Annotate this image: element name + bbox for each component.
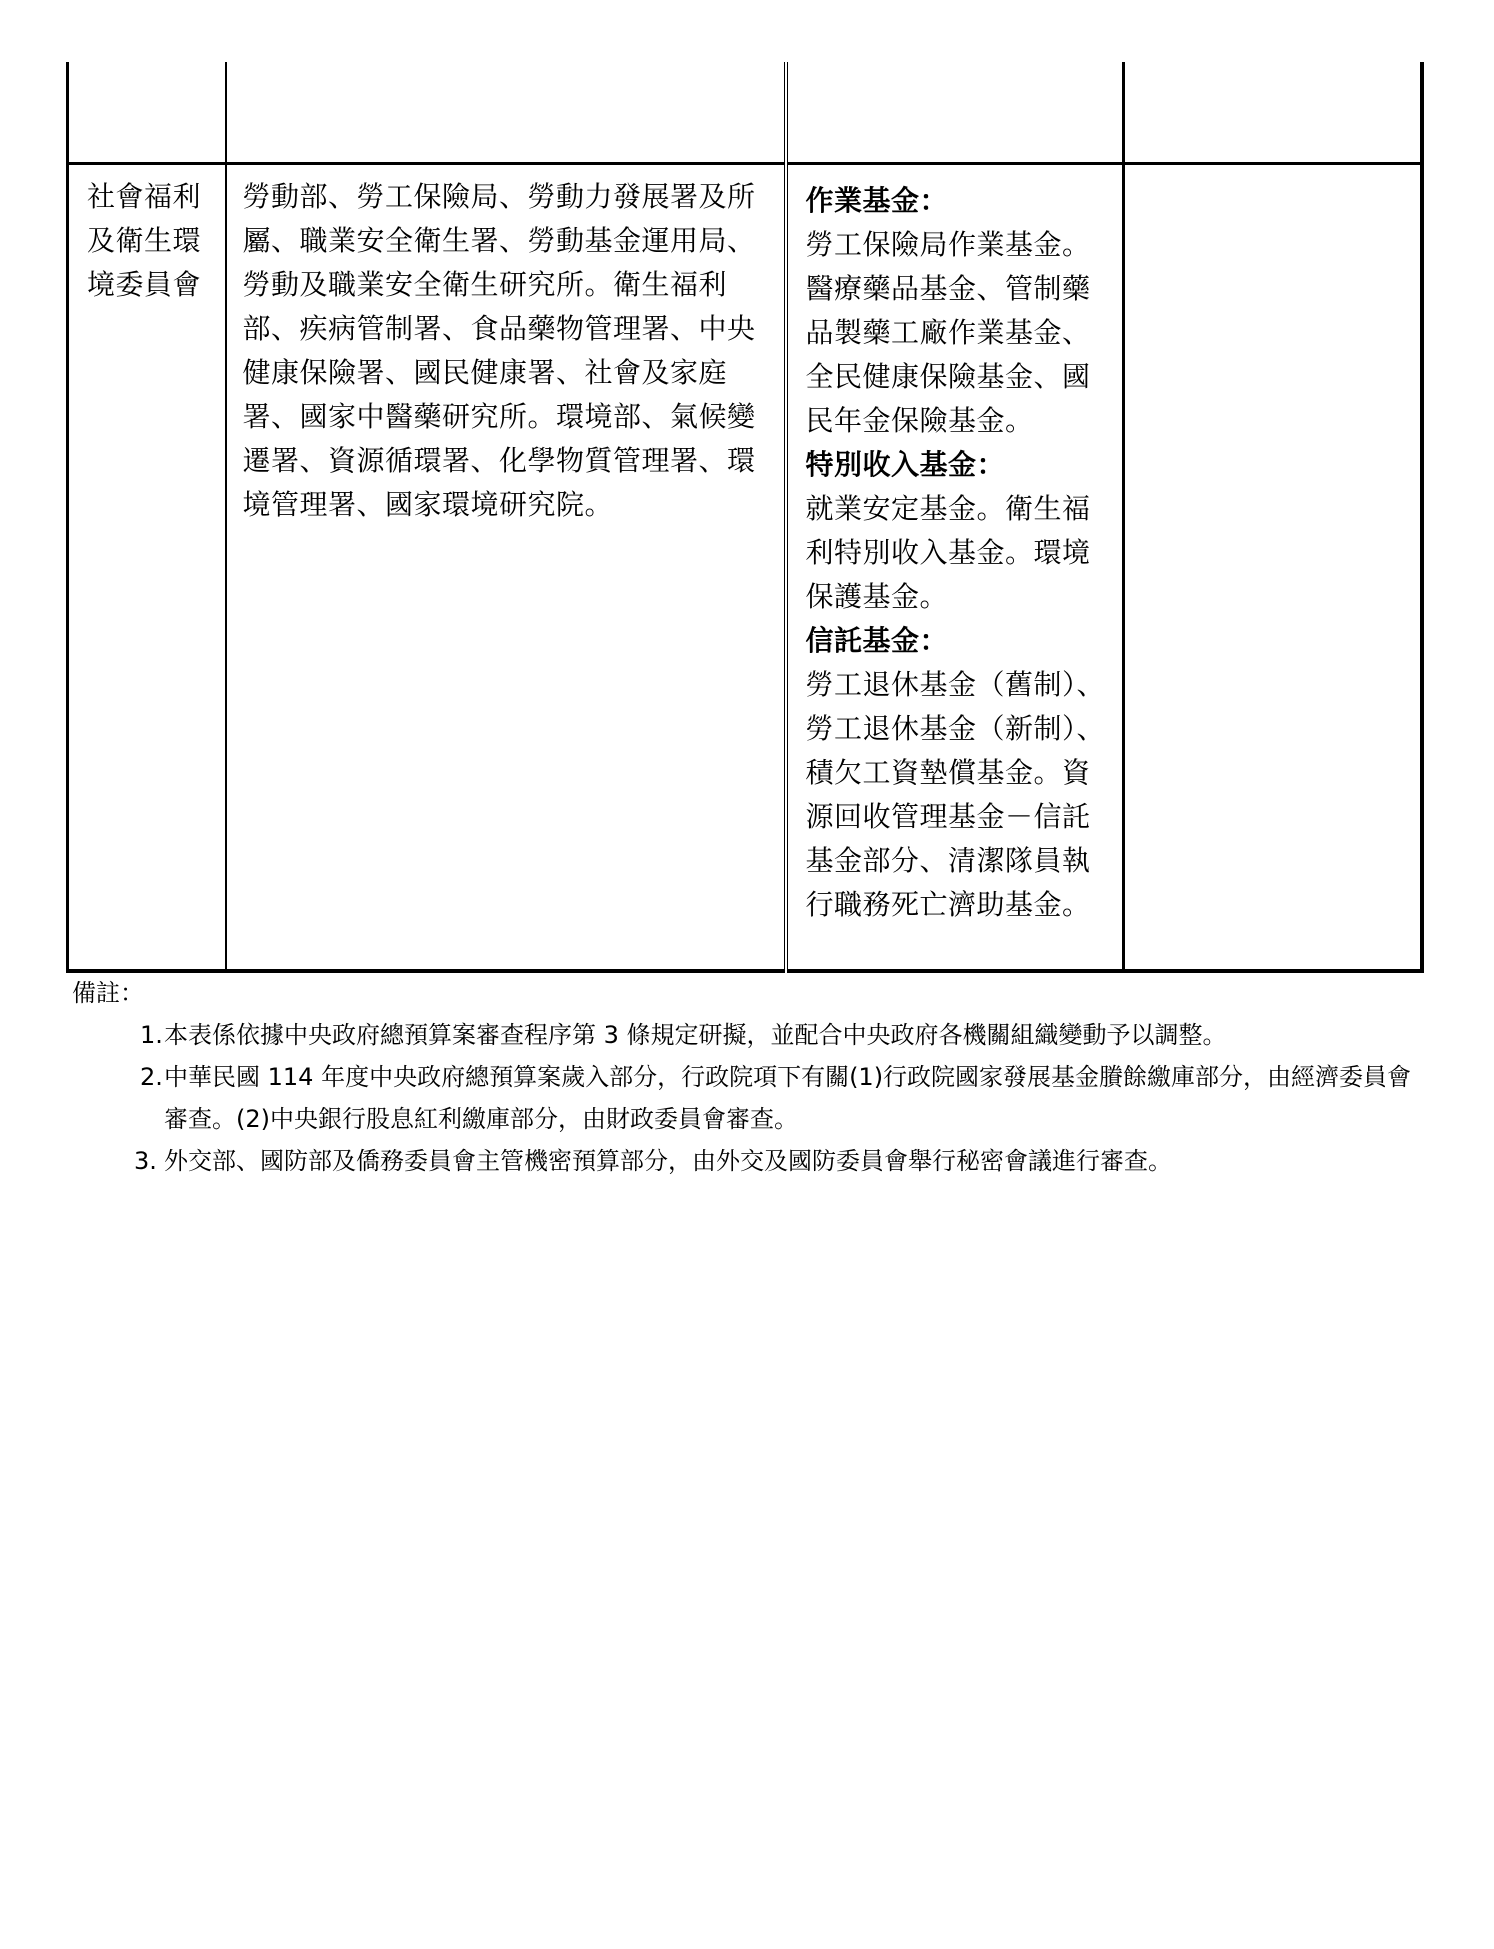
funds-cell (786, 164, 1124, 972)
note-item (140, 1014, 1432, 1056)
blank-cell (68, 62, 226, 164)
fund-body-operating: 勞工保險局作業基金。醫療藥品基金、管制藥品製藥工廠作業基金、全民健康保險基金、國民年金保險基金。 (805, 228, 1091, 437)
fund-body-trust: 勞工退休基金（舊制）、勞工退休基金（新制）、積欠工資墊償基金。資源回收管理基金－信託基金部分、清潔隊員執行職務死亡濟助基金。 (805, 668, 1106, 921)
fund-body-special-revenue: 就業安定基金。衛生福利特別收入基金。環境保護基金。 (805, 492, 1091, 613)
note-item (140, 1056, 1432, 1140)
blank-cell (226, 62, 786, 164)
committee-table (66, 62, 1424, 973)
agencies-list: 勞動部、勞工保險局、勞動力發展署及所屬、職業安全衛生署、勞動基金運用局、勞動及職業安全衛生研究所。衛生福利部、疾病管制署、食品藥物管理署、中央健康保險署、國民健康署、社會及家庭署、國家中醫藥研究所。環境部、氣候變遷署、資源循環署、化學物質管理署、環境管理署、國家環境研究院。 (242, 180, 756, 521)
notes-title: 備註： (72, 979, 144, 1007)
blank-cell (786, 62, 1124, 164)
fund-heading-operating: 作業基金： (805, 184, 949, 217)
table-row (68, 164, 1422, 972)
note-item (134, 1140, 1432, 1182)
fund-heading-trust: 信託基金： (805, 624, 949, 657)
committee-cell (68, 164, 226, 972)
note-number: 1. (140, 1021, 163, 1049)
extra-cell (1124, 164, 1422, 972)
note-text: 外交部、國防部及僑務委員會主管機密預算部分，由外交及國防委員會舉行秘密會議進行審查。 (164, 1147, 1172, 1175)
blank-cell (1124, 62, 1422, 164)
committee-name: 社會福利及衛生環境委員會 (87, 180, 202, 301)
notes-section (72, 972, 1432, 1182)
budget-review-table (66, 62, 1420, 973)
table-row-continued (68, 62, 1422, 164)
funds-list (788, 165, 1123, 927)
note-text: 中華民國 114 年度中央政府總預算案歲入部分，行政院項下有關(1)行政院國家發展基金賸餘繳庫部分，由經濟委員會審查。(2)中央銀行股息紅利繳庫部分，由財政委員會審查。 (164, 1063, 1412, 1133)
agencies-cell (226, 164, 786, 972)
fund-heading-special-revenue: 特別收入基金： (805, 448, 1006, 481)
note-number: 2. (140, 1063, 163, 1091)
note-text: 本表係依據中央政府總預算案審查程序第 3 條規定研擬，並配合中央政府各機關組織變動予以調整。 (164, 1021, 1227, 1049)
note-number: 3. (134, 1147, 157, 1175)
